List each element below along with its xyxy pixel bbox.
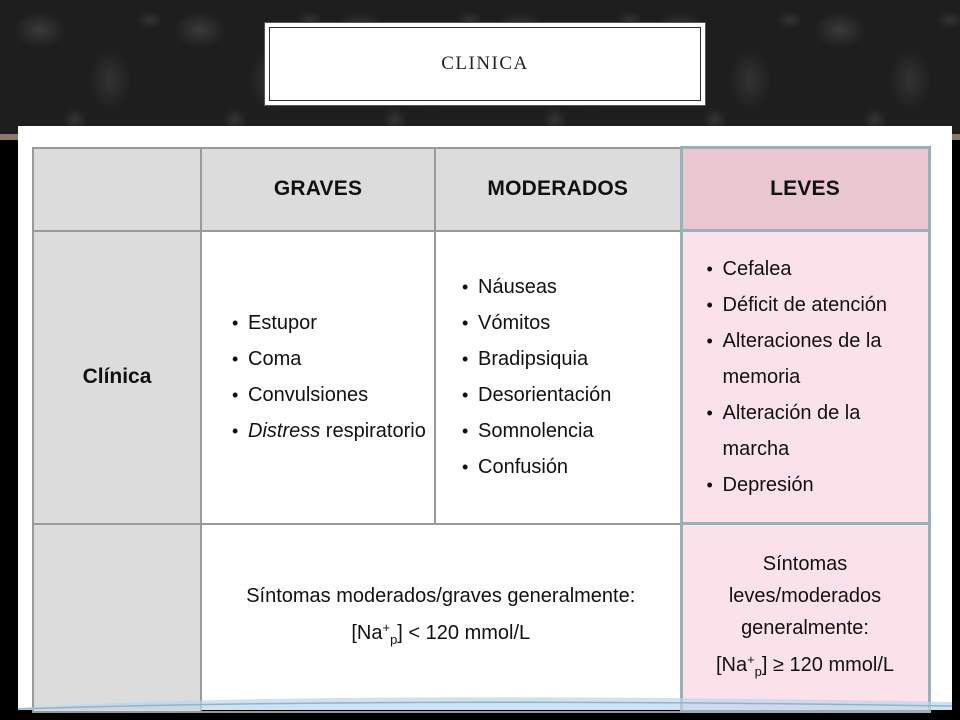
footer-right-line1: Síntomas	[762, 552, 848, 575]
slide-title: CLINICA	[441, 53, 529, 74]
footer-right-sodium: $[Na^+_p] \ge 120$ mmol/L	[715, 651, 895, 679]
list-item: • Estupor	[232, 305, 434, 341]
distress-italic: Distress	[248, 420, 321, 442]
footer-mild-cell	[681, 524, 929, 712]
leves-list	[683, 251, 928, 503]
row-label-clinica: Clínica	[33, 231, 201, 524]
clinical-table	[32, 146, 931, 713]
list-item: • Alteraciones de la memoria	[707, 323, 928, 395]
list-item: • Depresión	[707, 467, 928, 503]
slide-picture	[18, 126, 952, 710]
header-graves: GRAVES	[201, 148, 435, 231]
list-item: • Coma	[232, 341, 434, 377]
moderados-list	[436, 269, 680, 485]
graves-cell	[201, 231, 435, 524]
footer-moderate-severe-text	[202, 580, 680, 656]
list-item: • Somnolencia	[462, 413, 680, 449]
list-item: • Déficit de atención	[707, 287, 928, 323]
list-item: • Vómitos	[462, 305, 680, 341]
footer-moderate-severe-cell	[201, 524, 681, 712]
list-item: • Náuseas	[462, 269, 680, 305]
list-item: • Bradipsiquia	[462, 341, 680, 377]
decorative-swoosh	[18, 692, 952, 710]
footer-right-line3: generalmente:	[741, 616, 869, 639]
leves-cell	[681, 231, 929, 524]
list-item: • Confusión	[462, 449, 680, 485]
graves-list	[202, 305, 434, 449]
footer-left-sodium: $[Na^+_p] < 120$ mmol/L	[351, 619, 531, 647]
list-item: • Convulsiones	[232, 377, 434, 413]
table-corner-cell	[33, 148, 201, 231]
slide-title-box	[264, 22, 706, 106]
list-item	[232, 413, 434, 449]
footer-right-line2: leves/moderados	[728, 584, 882, 607]
respiratorio-text: respiratorio	[320, 420, 426, 442]
list-item: • Desorientación	[462, 377, 680, 413]
footer-left-line1: Síntomas moderados/graves generalmente:	[246, 584, 636, 607]
list-item: • Alteración de la marcha	[707, 395, 928, 467]
header-leves: LEVES	[681, 148, 929, 231]
footer-mild-text	[683, 548, 928, 688]
list-item: • Cefalea	[707, 251, 928, 287]
header-moderados: MODERADOS	[435, 148, 681, 231]
moderados-cell	[435, 231, 681, 524]
footer-label-cell	[33, 524, 201, 712]
